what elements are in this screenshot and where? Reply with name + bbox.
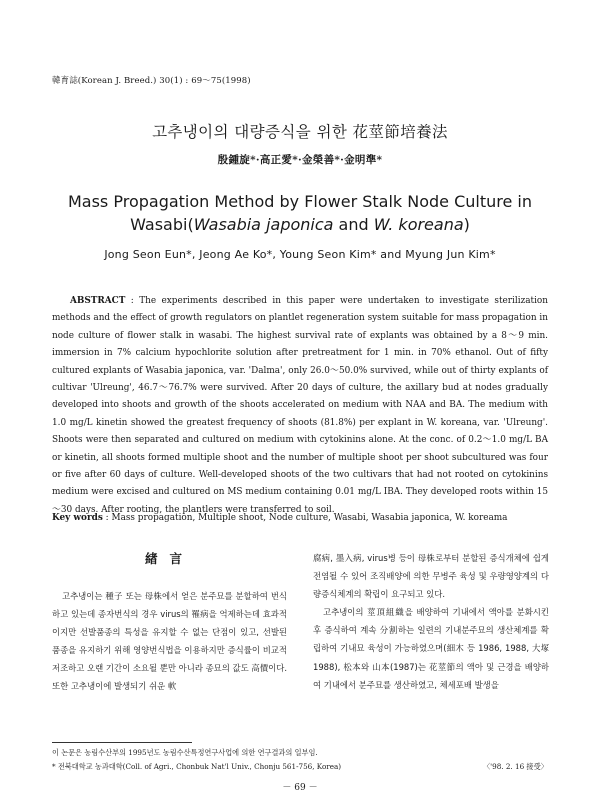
- abstract-text: The experiments described in this paper were undertaken to investigate sterilization methods and the effect of growth regulators on plantlet regeneration system suitable for mass propagation in node culture of flower stalk in wasabi. The highest survival rate of explants was obtained by a 8～9 min. immersion in 7% calcium hypochlorite solution after pretreatment for 1 min. in 70% ethanol. Out of fifty cultured explants of Wasabia japonica, var. 'Dalma', only 26.0～50.0% survived, while out of thirty explants of cultivar 'Ulreung', 46.7～76.7% were survived. After 20 days of culture, the axillary bud at nodes gradually developed into shoots and growth of the shoots accelerated on medium with NAA and BA. The medium with 1.0 mg/L kinetin showed the greatest frequency of shoots (81.8%) per explant in W. koreana, var. 'Ulreung'. Shoots were then separated and cultured on medium with cytokinins alone. At the conc. of 0.2～1.0 mg/L BA or kinetin, all shoots formed multiple shoot and the number of multiple shoot per shoot subcultured was four or five after 60 days of culture. Well-developed shoots of the two cultivars that had not rooted on cytokinins medium were excised and cultured on MS medium containing 0.01 mg/L IBA. They developed roots within 15～30 days. After rooting, the plantlers were transferred to soil.: [52, 296, 548, 515]
- abstract-sep: :: [125, 296, 140, 306]
- footnote-funding: 이 논문은 농림수산부의 1995년도 농림수산특정연구사업에 의한 연구결과의 일부임.: [52, 748, 318, 757]
- keywords: [52, 511, 548, 525]
- species-name-japonica: Wasabia japonica: [193, 215, 334, 234]
- page-number: － 69 －: [282, 783, 318, 793]
- abstract-label: ABSTRACT: [70, 296, 126, 306]
- abstract: [52, 293, 548, 519]
- left-column: [52, 549, 287, 696]
- keywords-label: Key words: [52, 513, 103, 523]
- introduction-heading: 緖言: [144, 551, 194, 566]
- korean-authors: 殷鍾旋*·高正愛*·金榮善*·金明準*: [217, 154, 383, 166]
- korean-title: 고추냉이의 대량증식을 위한 花莖節培養法: [152, 123, 448, 141]
- english-title-mid: and: [333, 215, 374, 234]
- english-authors: Jong Seon Eun*, Jeong Ae Ko*, Young Seon Kim* and Myung Jun Kim*: [104, 248, 496, 261]
- english-title-line1: Mass Propagation Method by Flower Stalk Node Culture in: [67, 192, 533, 211]
- intro-paragraph-1-cont: 腐病, 墨入病, virus병 등이 母株로부터 분할된 증식개체에 쉽게 전염될 수 있어 조직배양에 의한 무병주 육성 및 우량영양계의 다량증식체계의 확립이 요구되고 있다.: [313, 553, 549, 600]
- footnote-divider: [52, 742, 192, 743]
- journal-reference: 韓育誌(Korean J. Breed.) 30(1) : 69～75(1998): [52, 76, 251, 86]
- right-column: [313, 549, 549, 694]
- species-name-koreana: W. koreana: [373, 215, 464, 234]
- english-title-post: ): [463, 215, 470, 234]
- english-title: [60, 190, 540, 236]
- keywords-sep: :: [102, 513, 112, 523]
- english-title-line2: [60, 213, 540, 236]
- intro-paragraph-2: 고추냉이의 莖頂組織을 배양하여 기내에서 액아를 분화시킨 후 증식하여 계속 分割하는 일련의 기내분주묘의 생산체계를 확립하여 기내묘 육성이 가능하였으며(細木 등 1986, 1988, 大塚 1988), 松本와 山本(1987)는 花莖節의 액아 및 근경을 배양하여 기내에서 분주묘를 생산하였고, 체세포배 발생을: [313, 607, 549, 690]
- footnote-affiliation: * 전북대학교 농과대학(Coll. of Agri., Chonbuk Nat'l Univ., Chonju 561-756, Korea): [52, 762, 342, 771]
- intro-paragraph-1: 고추냉이는 種子 또는 母株에서 얻은 분주묘를 분할하여 번식하고 있는데 종자번식의 경우 virus의 罹病을 억제하는데 효과적이지만 선발품종의 특성을 유지할 수 없는 단점이 있고, 선발된 품종을 유지하기 위해 영양번식법을 이용하지만 증식률이 비교적 저조하고 오랜 기간이 소요될 뿐만 아니라 종묘의 값도 高價이다. 또한 고추냉이에 발생되기 쉬운 軟: [52, 591, 287, 692]
- english-title-pre: Wasabi(: [130, 215, 194, 234]
- keywords-text: Mass propagation, Multiple shoot, Node culture, Wasabi, Wasabia japonica, W. koreama: [111, 513, 508, 523]
- received-date: 〈'98. 2. 16 接受〉: [482, 762, 548, 771]
